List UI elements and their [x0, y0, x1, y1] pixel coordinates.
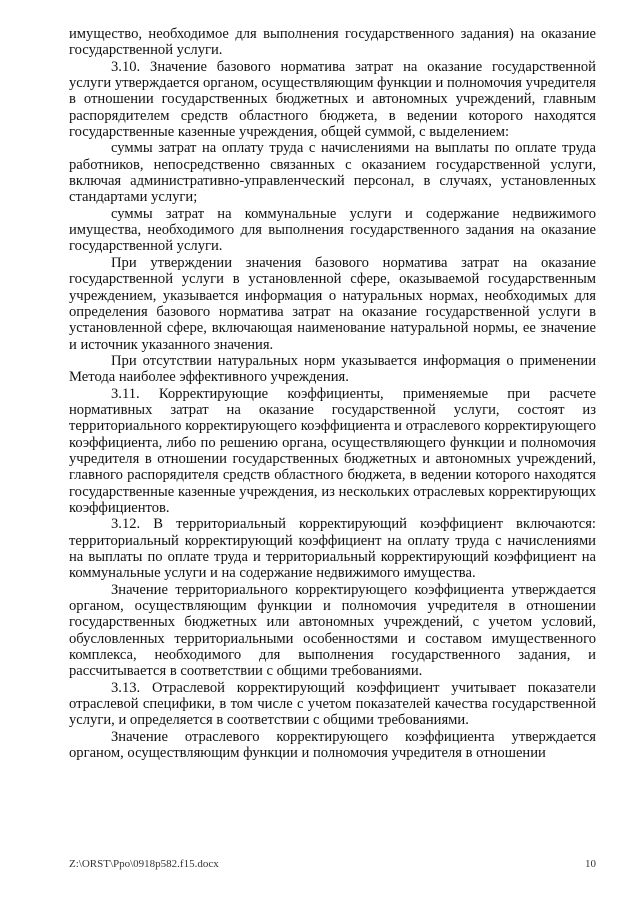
- paragraph-sectoral-coefficient: Значение отраслевого корректирующего коэффициента утверждается органом, осуществляющим функции и полномочия учредителя в отношении: [69, 728, 596, 762]
- paragraph-3-12: 3.12. В территориальный корректирующий коэффициент включаются: территориальный корректирующий коэффициент на оплату труда с начислениями на выплаты по оплате труда и территориальный корректирующий коэффициент на коммунальные услуги и на содержание недвижимого имущества.: [69, 516, 596, 582]
- paragraph-territorial-coefficient: Значение территориального корректирующего коэффициента утверждается органом, осуществляющим функции и полномочия учредителя в отношении государственных бюджетных или автономных учреждений, с учетом условий, обусловленных территориальными особенностями и составом имущественного комплекса, необходимого для выполнения государственного задания, и рассчитывается в соответствии с общими требованиями.: [69, 581, 596, 680]
- paragraph-natural-norms: При утверждении значения базового норматива затрат на оказание государственной услуги в установленной сфере, оказываемой государственным учреждением, указывается информация о натуральных нормах, необходимых для определения базового норматива затрат на оказание государственной услуги в установленной сфере, включающая наименование натуральной нормы, ее значение и источник указанного значения.: [69, 254, 596, 353]
- paragraph-continuation: имущество, необходимое для выполнения государственного задания) на оказание государственной услуги.: [69, 26, 596, 59]
- paragraph-3-10: 3.10. Значение базового норматива затрат на оказание государственной услуги утверждается органом, осуществляющим функции и полномочия учредителя в отношении государственных бюджетных и автономных учреждений, главным распорядителем средств областного бюджета, в ведении которого находятся государственные казенные учреждения, общей суммой, с выделением:: [69, 58, 596, 141]
- paragraph-labor-costs: суммы затрат на оплату труда с начислениями на выплаты по оплате труда работников, непосредственно связанных с оказанием государственной услуги, включая административно-управленческий персонал, в случаях, установленных стандартами услуги;: [69, 140, 596, 206]
- document-body: [69, 26, 596, 761]
- paragraph-no-natural-norms: При отсутствии натуральных норм указывается информация о применении Метода наиболее эффективного учреждения.: [69, 352, 596, 386]
- paragraph-3-11: 3.11. Корректирующие коэффициенты, применяемые при расчете нормативных затрат на оказание государственной услуги, состоят из территориального корректирующего коэффициента и отраслевого корректирующего коэффициента, либо по решению органа, осуществляющего функции и полномочия учредителя в отношении государственных бюджетных и автономных учреждений, главного распорядителя средств областного бюджета, в ведении которого находятся государственные казенные учреждения, из нескольких отраслевых корректирующих коэффициентов.: [69, 385, 596, 516]
- paragraph-3-13: 3.13. Отраслевой корректирующий коэффициент учитывает показатели отраслевой специфики, в том числе с учетом показателей качества государственной услуги, и определяется в соответствии с общими требованиями.: [69, 679, 596, 729]
- page-number: 10: [585, 858, 596, 870]
- footer-file-path: Z:\ORST\Ppo\0918p582.f15.docx: [69, 858, 219, 870]
- paragraph-utilities-costs: суммы затрат на коммунальные услуги и содержание недвижимого имущества, необходимого для выполнения государственного задания на оказание государственной услуги.: [69, 205, 596, 255]
